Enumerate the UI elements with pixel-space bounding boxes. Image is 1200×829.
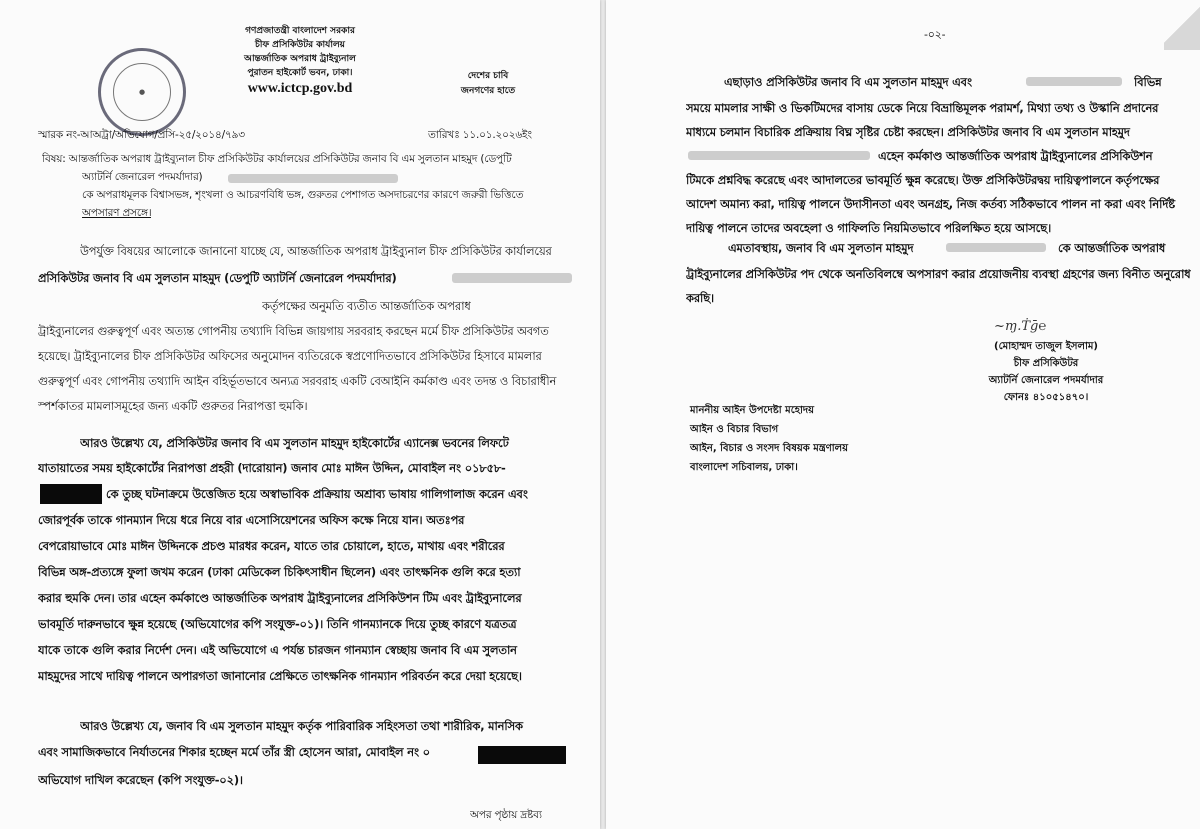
letterhead-line-tribunal: আন্তর্জাতিক অপরাধ ট্রাইব্যুনাল xyxy=(244,54,356,64)
seal-mark: ● xyxy=(138,88,146,96)
body-line: ট্রাইব্যুনালের গুরুত্বপূর্ণ এবং অত্যন্ত গোপনীয় তথ্যাদি বিভিন্ন জায়গায় সরবরাহ করছেন মর্মে চীফ প্রসিকিউটর অবগত xyxy=(38,324,549,338)
redaction-bar xyxy=(478,746,566,764)
subject-line: বিষয়: আন্তর্জাতিক অপরাধ ট্রাইব্যুনাল চীফ প্রসিকিউটর কার্যালয়ের প্রসিকিউটর জনাব বি এম সুলতান মাহমুদ (ডেপুটি xyxy=(42,153,512,165)
memo-date: তারিখঃ ১১.০১.২০২৬ইং xyxy=(428,129,532,141)
body-line: ভাবমূর্তি দারুনভাবে ক্ষুন্ন হয়েছে (অভিযোগের কপি সংযুক্ত-০১)। তিনি গানম্যানকে দিয়ে তুচ্ছ কারণে যত্রতত্র xyxy=(38,617,517,631)
letterhead-line-government: গণপ্রজাতন্ত্রী বাংলাদেশ সরকার xyxy=(245,26,355,36)
body-line: প্রসিকিউটর জনাব বি এম সুলতান মাহমুদ (ডেপুটি অ্যাটর্নি জেনারেল পদমর্যাদার) xyxy=(38,271,397,285)
recipient-line: আইন ও বিচার বিভাগ xyxy=(690,424,779,435)
body-line: হয়েছে। ট্রাইব্যুনালের চীফ প্রসিকিউটর অফিসের অনুমোদন ব্যতিরেকে স্বপ্রণোদিতভাবে প্রসিকিউটর হিসাবে মামলার xyxy=(38,349,542,363)
body-line: বিভিন্ন xyxy=(1134,75,1162,89)
body-line: মাহমুদের সাথে দায়িত্ব পালনে অপারগতা জানানোর প্রেক্ষিতে তাৎক্ষনিক গানম্যান পরিবর্তন করে দেয়া হয়েছে। xyxy=(38,669,522,683)
letterhead-website: www.ictcp.gov.bd xyxy=(247,81,353,96)
paper-corner-shadow xyxy=(1164,0,1200,50)
slogan-line-1: দেশের চাবি xyxy=(467,71,509,81)
body-line: আদেশ অমান্য করা, দায়িত্ব পালনে উদাসীনতা এবং অনগ্রহ, নিজ কর্তব্য সঠিকভাবে পালন না করা এবং নির্দিষ্ট xyxy=(686,197,1175,211)
body-line: জোরপূর্বক তাকে গানম্যান দিয়ে ধরে নিয়ে বার এসোসিয়েশনের অফিস কক্ষে নিয়ে যান। অতঃপর xyxy=(38,513,465,527)
slogan-block xyxy=(458,68,518,98)
body-line: যাতায়াতের সময় হাইকোর্টের নিরাপত্তা প্রহরী (দারোয়ান) জনাব মোঃ মাঈন উদ্দিন, মোবাইল নং ০১৮৫৮- xyxy=(38,461,506,475)
subject-line: কে অপরাধমূলক বিশ্বাসভঙ্গ, শৃংখলা ও আচরণবিধি ভঙ্গ, গুরুতর পেশাগত অসদাচরণের কারণে জরুরী ভিত্তিতে xyxy=(82,189,524,201)
signatory-rank: অ্যাটর্নি জেনারেল পদমর্যাদার xyxy=(988,375,1104,386)
blurred-name xyxy=(946,243,1046,252)
recipient-line: আইন, বিচার ও সংসদ বিষয়ক মন্ত্রণালয় xyxy=(690,443,849,454)
blurred-name xyxy=(452,273,572,283)
memo-number: স্মারক নং-আঅট্রা/অভিযোগ/প্রসি-২৫/২০১৪/৭৯৩ xyxy=(38,129,245,141)
body-line: কর্তৃপক্ষের অনুমতি ব্যতীত আন্তর্জাতিক অপরাধ xyxy=(262,299,471,313)
body-line: বেপরোয়াভাবে মোঃ মাঈন উদ্দিনকে প্রচণ্ড মারধর করেন, যাতে তার চোয়ালে, হাতে, মাথায় এবং শরীরের xyxy=(38,539,505,553)
body-line: উপর্যুক্ত বিষয়ের আলোকে জানানো যাচ্ছে যে, আন্তর্জাতিক অপরাধ ট্রাইব্যুনাল চীফ প্রসিকিউটর কার্যালয়ের xyxy=(80,244,552,258)
body-line: বিভিন্ন অঙ্গ-প্রত্যঙ্গে ফুলা জখম করেন (ঢাকা মেডিকেল চিকিৎসাধীন ছিলেন) এবং তাৎক্ষনিক গুলি করে হত্যা xyxy=(38,565,521,579)
seal-inner-ring xyxy=(113,63,171,121)
body-line: গুরুত্বপূর্ণ এবং গোপনীয় তথ্যাদি আইন বহির্ভূতভাবে অন্যত্র সরবরাহ একটি বেআইনি কর্মকাণ্ড এবং তদন্ত ও বিচারাধীন xyxy=(38,374,557,388)
body-line: দায়িত্ব পালনে তাদের অবহেলা ও গাফিলতি নিয়মিতভাবে পরিলক্ষিত হয়ে আসছে। xyxy=(686,221,1051,235)
blurred-name xyxy=(688,151,870,160)
letterhead xyxy=(200,24,400,98)
slogan-line-2: জনগণের হাতে xyxy=(460,86,516,96)
body-line: অভিযোগ দাখিল করেছেন (কপি সংযুক্ত-০২)। xyxy=(38,773,243,787)
letterhead-line-office: চীফ প্রসিকিউটর কার্যালয় xyxy=(255,40,345,50)
body-line: এবং সামাজিকভাবে নির্যাতনের শিকার হচ্ছেন মর্মে তাঁর স্ত্রী হোসেন আরা, মোবাইল নং ০ xyxy=(38,745,430,759)
recipient-line: মাননীয় আইন উপদেষ্টা মহোদয় xyxy=(690,405,815,416)
body-line: করছি। xyxy=(686,291,714,305)
signatory-title: চীফ প্রসিকিউটর xyxy=(1013,358,1079,369)
body-line: মাধ্যমে চলমান বিচারিক প্রক্রিয়ায় বিঘ্ন সৃষ্টির চেষ্টা করছেন। প্রসিকিউটর জনাব বি এম সুলতান মাহমুদ xyxy=(686,125,1130,139)
blurred-name xyxy=(228,174,398,183)
continued-overleaf-note: অপর পৃষ্ঠায় দ্রষ্টব্য xyxy=(470,809,542,821)
page-number: -০২- xyxy=(924,28,946,41)
subject-line: অ্যাটর্নি জেনারেল পদমর্যাদার) xyxy=(82,171,203,183)
body-line: এছাড়াও প্রসিকিউটর জনাব বি এম সুলতান মাহমুদ এবং xyxy=(724,75,972,89)
body-line: করার হুমকি দেন। তার এহেন কর্মকাণ্ডে আন্তর্জাতিক অপরাধ ট্রাইব্যুনালের প্রসিকিউশন টিম এবং ট্রাইব্যুনালের xyxy=(38,591,522,605)
body-line: আরও উল্লেখ্য যে, প্রসিকিউটর জনাব বি এম সুলতান মাহমুদ হাইকোর্টের এ্যানেক্স ভবনের লিফটে xyxy=(80,436,509,450)
blurred-name xyxy=(1026,77,1122,86)
body-line: এহেন কর্মকাণ্ড আন্তর্জাতিক অপরাধ ট্রাইব্যুনালের প্রসিকিউশন xyxy=(878,149,1153,163)
office-seal-stamp xyxy=(98,48,186,136)
recipient-address xyxy=(690,401,950,477)
letterhead-line-address: পুরাতন হাইকোর্ট ভবন, ঢাকা। xyxy=(247,68,353,78)
body-line: ট্রাইব্যুনালের প্রসিকিউটর পদ থেকে অনতিবিলম্বে অপসারণ করার প্রয়োজনীয় ব্যবস্থা গ্রহণের জন্য বিনীত অনুরোধ xyxy=(686,267,1191,281)
body-line: আরও উল্লেখ্য যে, জনাব বি এম সুলতান মাহমুদ কর্তৃক পারিবারিক সহিংসতা তথা শারীরিক, মানসিক xyxy=(80,719,523,733)
letter-page-2 xyxy=(606,0,1200,829)
body-line: যাকে তাকে গুলি করার নির্দেশ দেন। এই অভিযোগে এ পর্যন্ত চারজন গানম্যান স্বেচ্ছায় জনাব বি এম সুলতান xyxy=(38,643,517,657)
recipient-line: বাংলাদেশ সচিবালয়, ঢাকা। xyxy=(690,462,798,473)
body-line: এমতাবস্থায়, জনাব বি এম সুলতান মাহমুদ xyxy=(728,241,914,255)
signature-block xyxy=(946,338,1146,406)
body-line: কে আন্তর্জাতিক অপরাধ xyxy=(1058,241,1166,255)
body-line: সময়ে মামলার সাক্ষী ও ভিকটিমদের বাসায় ডেকে নিয়ে বিভ্রান্তিমূলক পরামর্শ, মিথ্যা তথ্য ও উস্কানি প্রদানের xyxy=(686,101,1159,115)
subject-line: অপসারণ প্রসঙ্গে। xyxy=(82,207,152,219)
body-line: কে তুচ্ছ ঘটনাক্রমে উত্তেজিত হয়ে অস্বাভাবিক প্রক্রিয়ায় অশ্রাব্য ভাষায় গালিগালাজ করেন এবং xyxy=(106,487,528,501)
signatory-name: (মোহাম্মদ তাজুল ইসলাম) xyxy=(994,341,1098,352)
handwritten-signature: ~ɱ.Ṫḡ℮ xyxy=(994,319,1047,334)
body-line: স্পর্শকাতর মামলাসমূহের জন্য একটি গুরুতর নিরাপত্তা হুমকি। xyxy=(38,399,308,413)
body-line: টিমকে প্রশ্নবিদ্ধ করেছে এবং আদালতের ভাবমূর্তি ক্ষুন্ন করেছে। উক্ত প্রসিকিউটরদ্বয় দায়িত্বপালনে কর্তৃপক্ষের xyxy=(686,173,1160,187)
redaction-bar xyxy=(40,484,102,504)
signatory-phone: ফোনঃ ৪১০৫১৪৭০। xyxy=(1003,392,1089,403)
